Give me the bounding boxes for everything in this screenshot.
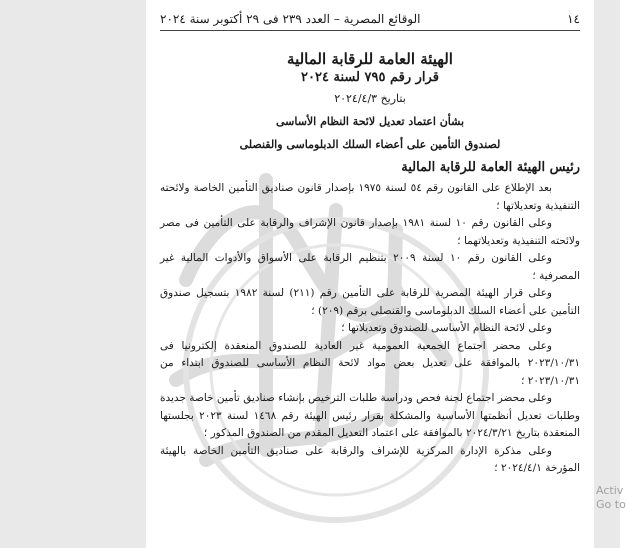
body-paragraph: وعلى مذكرة الإدارة المركزية للإشراف والرقابة على صناديق التأمين الخاصة بالهيئة المؤرخة ٢٠٢٤/٤/١ ؛ xyxy=(160,444,580,474)
body-paragraph: وعلى محضر اجتماع الجمعية العمومية غير العادية للصندوق المنعقدة إلكترونيا فى ٢٠٢٣/١٠/٣١ بالموافقة على تعديل بعض مواد لائحة النظام الأساسى للصندوق ابتداء من ٢٠٢٣/١٠/٣١ ؛ xyxy=(160,339,580,387)
chairman-heading: رئيس الهيئة العامة للرقابة المالية xyxy=(401,160,580,175)
header-divider xyxy=(160,30,580,31)
page-header xyxy=(160,10,580,28)
body-paragraph: وعلى لائحة النظام الأساسى للصندوق وتعديلاتها ؛ xyxy=(341,322,552,334)
activation-line-2: Go to xyxy=(596,498,626,511)
authority-name: الهيئة العامة للرقابة المالية xyxy=(287,50,453,68)
decision-number: قرار رقم ٧٩٥ لسنة ٢٠٢٤ xyxy=(301,70,439,85)
decision-body xyxy=(160,180,580,478)
viewer-right-margin xyxy=(594,0,620,548)
decision-date: بتاريخ ٢٠٢٤/٤/٣ xyxy=(334,92,406,105)
page-number: ١٤ xyxy=(567,12,580,26)
body-paragraph: بعد الإطلاع على القانون رقم ٥٤ لسنة ١٩٧٥ بإصدار قانون صناديق التأمين الخاصة ولائحته التنفيذية وتعديلاتها ؛ xyxy=(160,182,580,212)
body-paragraph: وعلى القانون رقم ١٠ لسنة ٢٠٠٩ بتنظيم الرقابة على الأسواق والأدوات المالية غير المصرفية ؛ xyxy=(160,252,580,282)
viewer-left-margin xyxy=(0,0,146,548)
body-paragraph: وعلى محضر اجتماع لجنة فحص ودراسة طلبات الترخيص بإنشاء صناديق تأمين خاصة جديدة وطلبات تعديل أنظمتها الأساسية والمشكلة بقرار رئيس الهيئة رقم ١٤٦٨ لسنة ٢٠٢٣ بجلستها المنعقدة بتاريخ ٢٠٢٤/٣/٢١ بالموافقة على اعتماد التعديل المقدم من الصندوق المذكور ؛ xyxy=(160,392,580,439)
subject-line-1: بشأن اعتماد تعديل لائحة النظام الأساسى xyxy=(275,115,465,128)
body-paragraph: وعلى قرار الهيئة المصرية للرقابة على التأمين رقم (٢١١) لسنة ١٩٨٢ بتسجيل صندوق التأمين على أعضاء السلك الدبلوماسى والقنصلى برقم (٢٠٩) ؛ xyxy=(160,287,580,317)
activation-line-1: Activ xyxy=(596,484,624,497)
document-page xyxy=(146,0,594,548)
publication-line: الوقائع المصرية – العدد ٢٣٩ فى ٢٩ أكتوبر سنة ٢٠٢٤ xyxy=(160,12,421,26)
body-paragraph: وعلى القانون رقم ١٠ لسنة ١٩٨١ بإصدار قانون الإشراف والرقابة على التأمين فى مصر ولائحته التنفيذية وتعديلاتهما ؛ xyxy=(160,217,580,247)
subject-line-2: لصندوق التأمين على أعضاء السلك الدبلوماسى والقنصلى xyxy=(239,138,501,151)
activation-watermark xyxy=(596,484,626,512)
